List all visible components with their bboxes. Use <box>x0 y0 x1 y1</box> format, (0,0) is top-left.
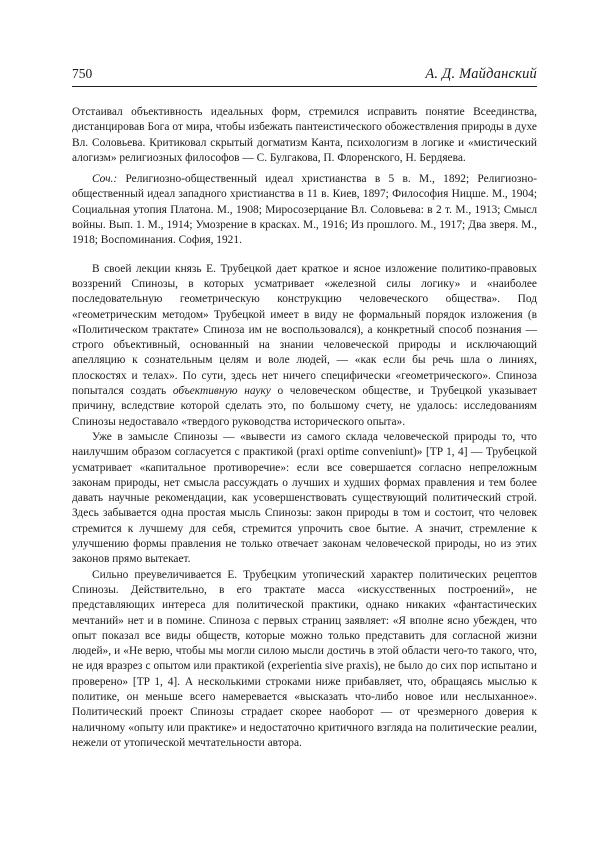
page <box>72 66 537 751</box>
paragraph-3: Сильно преувеличивается Е. Трубецким утопический характер политических рецептов Спинозы. Действительно, в его трактате масса «искусственных построений», не представляющих интереса для политической практики, однако никаких «фантастических мечтаний» нет и в помине. Спиноза с первых страниц заявляет: «Я вполне ясно убежден, что опыт показал все виды обществ, которые можно только представить для согласной жизни людей», и «Не верю, чтобы мы могли силою мысли достичь в этой области чего-то такого, что, не идя вразрез с опытом или практикой (experientia sive praxis), не было до сих пор испытано и проверено» [TP 1, 4]. А несколькими строками ниже прибавляет, что, обращаясь мыслью к политике, он меньше всего намеревается «высказать что-либо новое или неслыханное». Политический проект Спинозы страдает скорее наоборот — от чрезмерного доверия к наличному «опыту или практике» и недостаточно критичного взгляда на политические реалии, нежели от утопической мечтательности автора. <box>72 568 537 749</box>
paragraph-1-part2: о человеческом обществе, и Трубецкой указывает причину, вследствие которой сделать это, по большому счету, не удалось: исследованиям Спинозы недоставало «твердого руководства исторического опыта». <box>72 385 537 428</box>
intro-paragraph: Отстаивал объективность идеальных форм, стремился исправить понятие Всеединства, дистанцировав Бога от мира, чтобы избежать пантеистического обожествления природы в духе Вл. Соловьева. Критиковал скрытый догматизм Канта, психологизм в логике и «мистический алогизм» религиозных философов — С. Булгакова, П. Флоренского, Н. Бердяева. <box>72 106 537 164</box>
bibliography-text: Религиозно-общественный идеал христианства в 5 в. М., 1892; Религиозно-общественный идеал западного христианства в 11 в. Киев, 1897; Философия Ницше. М., 1904; Социальная утопия Платона. М., 1908; Миросозерцание Вл. Соловьева: в 2 т. М., 1913; Смысл войны. Вып. 1. М., 1914; Умозрение в красках. М., 1916; Из прошлого. М., 1917; Два зверя. М., 1918; Воспоминания. София, 1921. <box>72 173 537 247</box>
paragraph-1 <box>72 262 537 430</box>
page-number: 750 <box>72 66 93 81</box>
paragraph-1-emphasis: объективную науку <box>172 385 271 398</box>
paragraph-1-part1: В своей лекции князь Е. Трубецкой дает краткое и ясное изложение политико-правовых воззрений Спинозы, в которых усматривает «железной силы логику» и «наиболее последовательную геометрическую конструкцию человеческого общества». Под «геометрическим методом» Трубецкой имеет в виду не формальный порядок изложения (в «Политическом трактате» Спиноза им не воспользовался), а конкретный способ познания — строго объективный, основанный на знании человеческой природы и исключающий апелляцию к сознательным целям и воле людей, — «как если бы речь шла о линиях, плоскостях и телах». По сути, здесь нет ничего специфически «геометрического». Спиноза попытался создать <box>72 262 537 398</box>
running-author: А. Д. Майданский <box>425 66 537 82</box>
paragraph-2: Уже в замысле Спинозы — «вывести из самого склада человеческой природы то, что наилучшим образом согласуется с практикой (praxi optime conveniunt)» [TP 1, 4] — Трубецкой усматривает «капитальное противоречие»: если все совершается согласно непреложным законам природы, нет смысла рассуждать о лучших и худших формах правления и тем более давать научные рекомендации, как усовершенствовать существующий политический строй. Здесь забывается одна простая мысль Спинозы: закон природы в том и состоит, что человек стремится к лучшему для себя, стремится упрочить свое бытие. А значит, стремление к улучшению формы правления не только отвечает законам человеческой природы, но из этих законов прямо вытекает. <box>72 430 537 566</box>
running-header <box>72 66 537 87</box>
bibliography <box>72 172 537 248</box>
bibliography-label: Соч.: <box>92 173 118 186</box>
